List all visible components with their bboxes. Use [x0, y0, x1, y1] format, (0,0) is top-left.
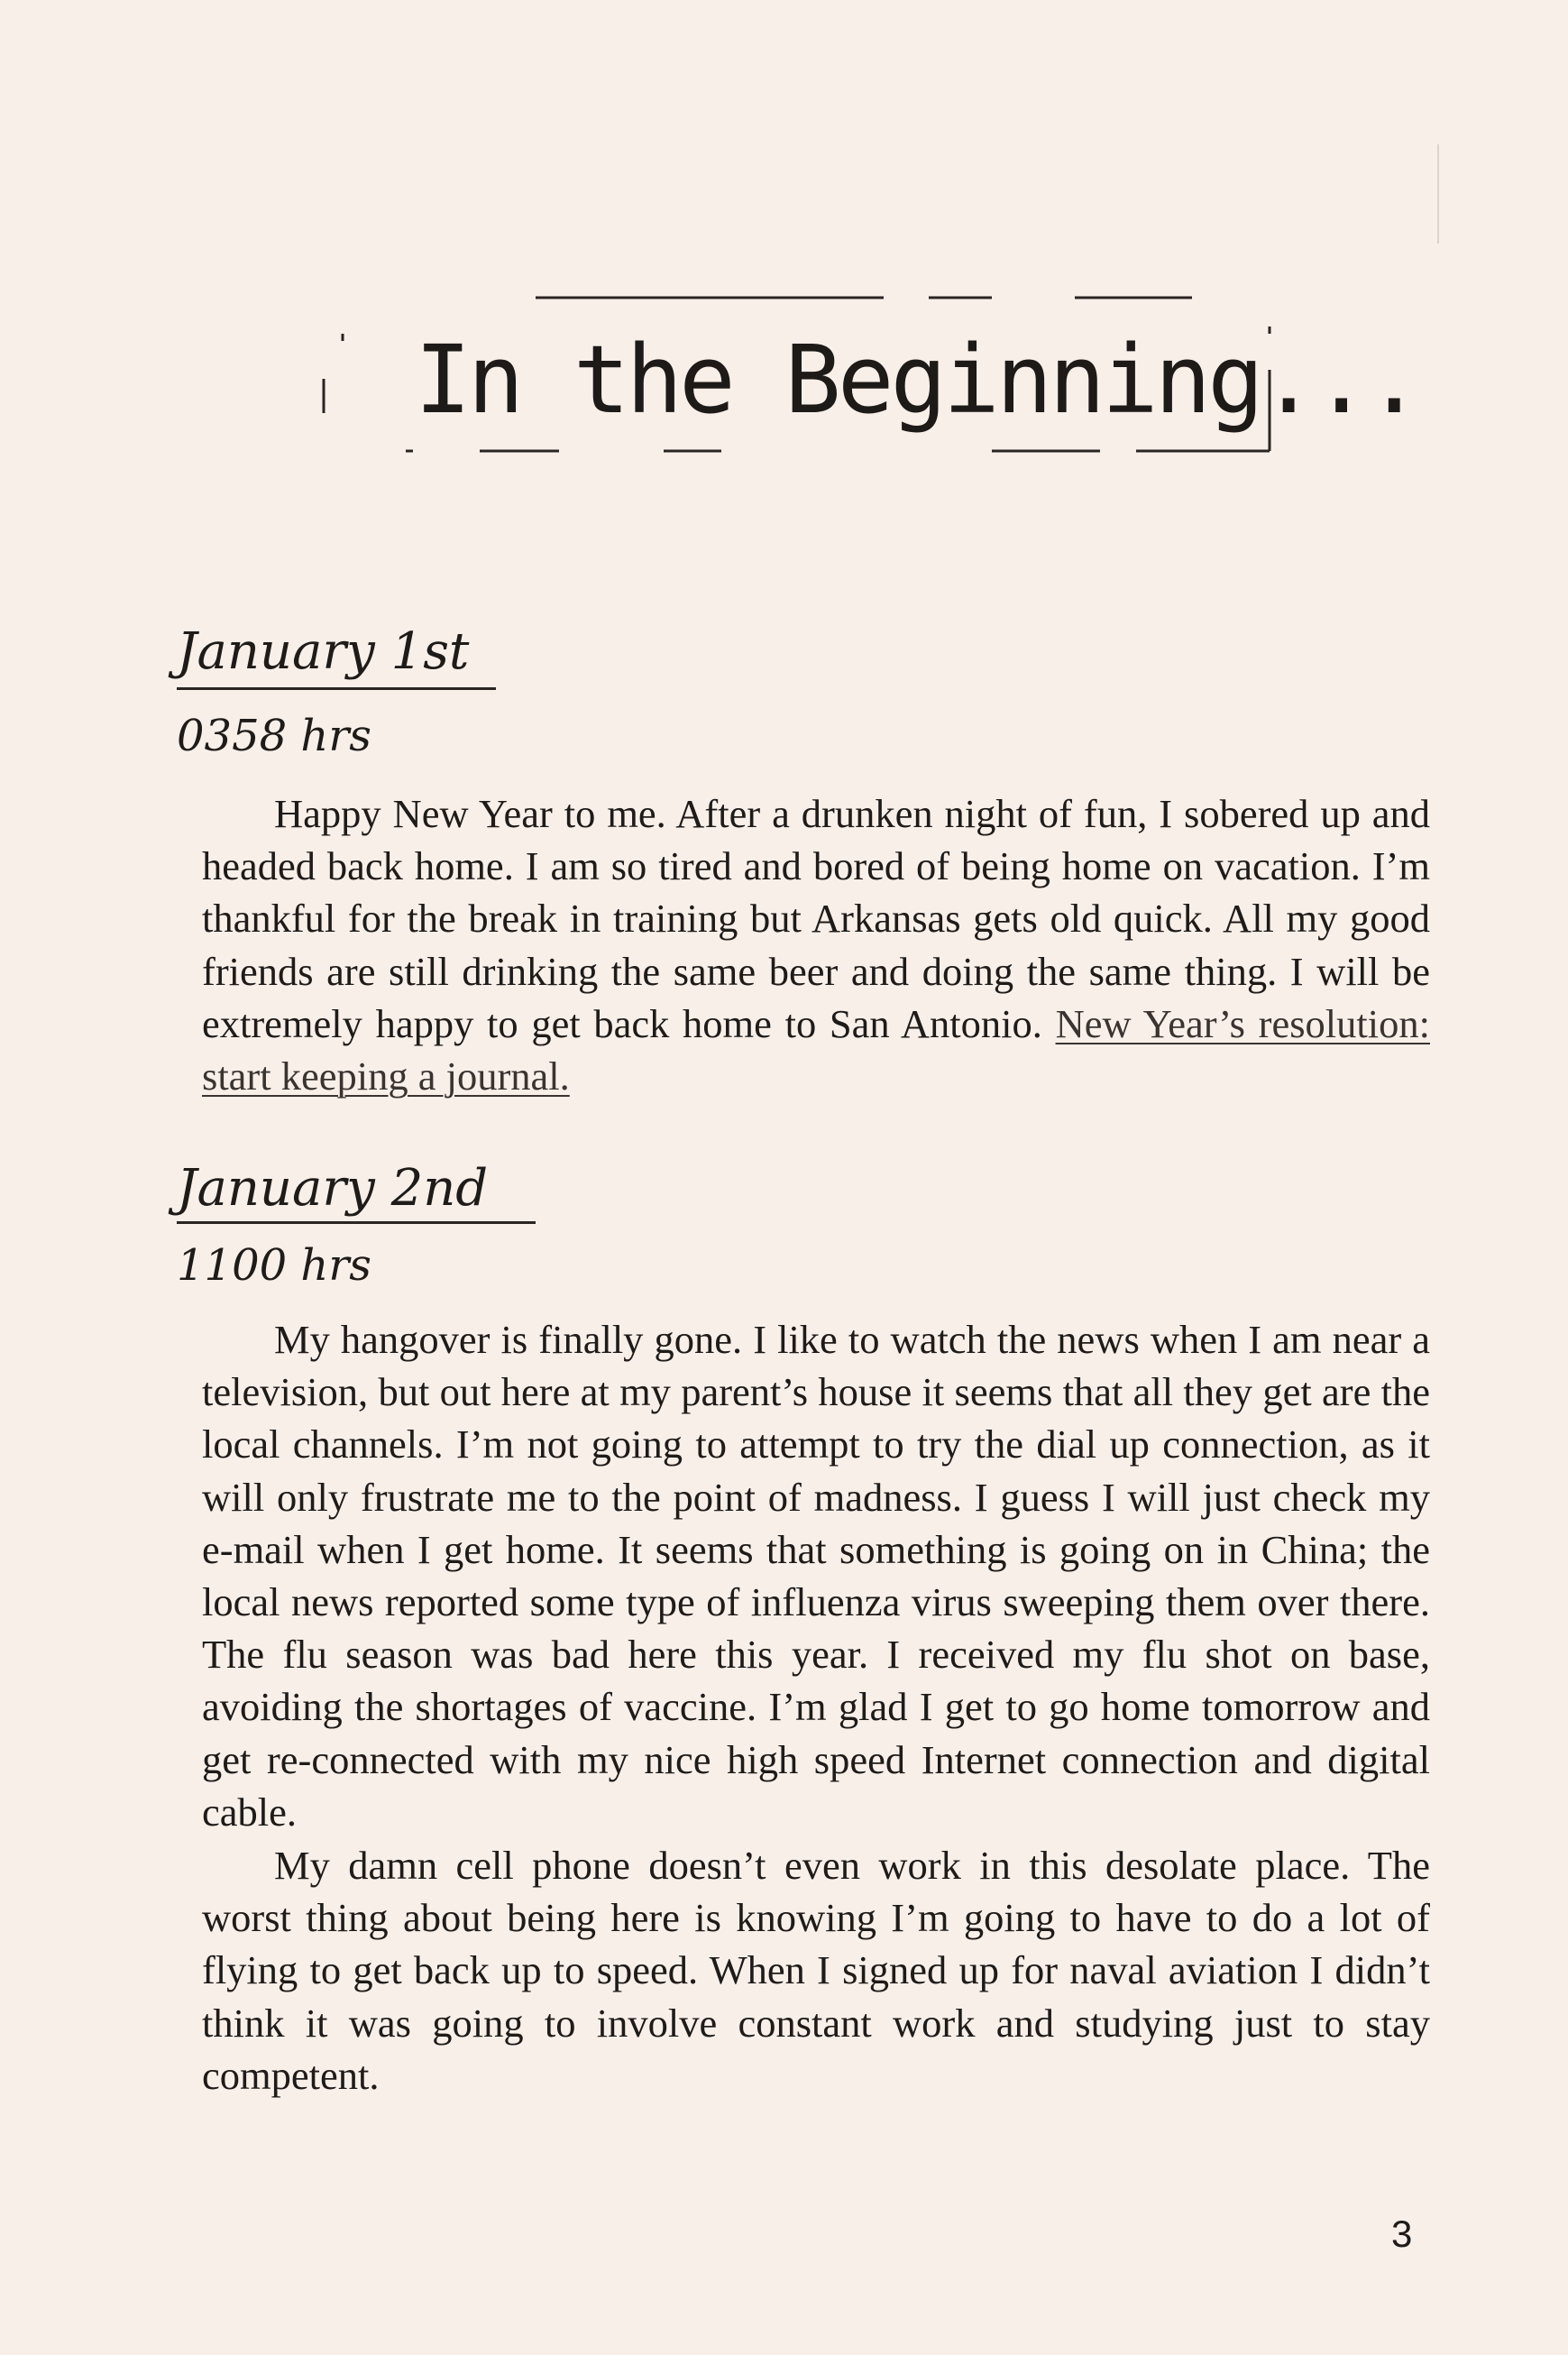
entry-date: January 1st [177, 622, 470, 681]
entry-time: 1100 hrs [177, 1240, 371, 1291]
entry-date: January 2nd [177, 1159, 489, 1218]
entry-paragraph: My hangover is finally gone. I like to watch the news when I am near a television, but out here at my parent’s house it seems that all they get are the local channels. I’m not going to attempt to try the dial up connection, as it will only frustrate me to the point of madness. I guess I will just check my e-mail when I get home. It seems that something is going on in China; the local news reported some type of influenza virus sweeping them over there. The flu season was bad here this year. I received my flu shot on base, avoiding the shortages of vaccine. I’m glad I get to go home tomorrow and get re-connected with my nice high speed Internet connection and digital cable. [202, 1317, 1430, 1835]
chapter-title: In the Beginning... [415, 325, 1419, 435]
chapter-heading [307, 271, 1419, 478]
page-edge-mark [1437, 144, 1439, 244]
page-number: 3 [1391, 2212, 1413, 2255]
paragraph-text: Happy New Year to me. After a drunken night of fun, I sobered up and headed back home. I am so tired and bored of being home on vacation. I’m thankful for the break in training but Arkansas gets old quick. All my good friends are still drinking the same beer and doing the same thing. I will be extremely happy to get back home to San Antonio. [202, 791, 1430, 1046]
entry-paragraph [202, 787, 1430, 1102]
entry-time: 0358 hrs [177, 711, 371, 761]
resolution-note: New Year’s resolution: start keeping a journal. [202, 1000, 1430, 1099]
date-underline [177, 687, 496, 690]
date-underline [177, 1221, 536, 1224]
entry-paragraph: My damn cell phone doesn’t even work in this desolate place. The worst thing about being here is knowing I’m going to have to do a lot of flying to get back up to speed. When I signed up for naval aviation I didn’t think it was going to involve constant work and studying just to stay competent. [202, 1843, 1430, 2098]
